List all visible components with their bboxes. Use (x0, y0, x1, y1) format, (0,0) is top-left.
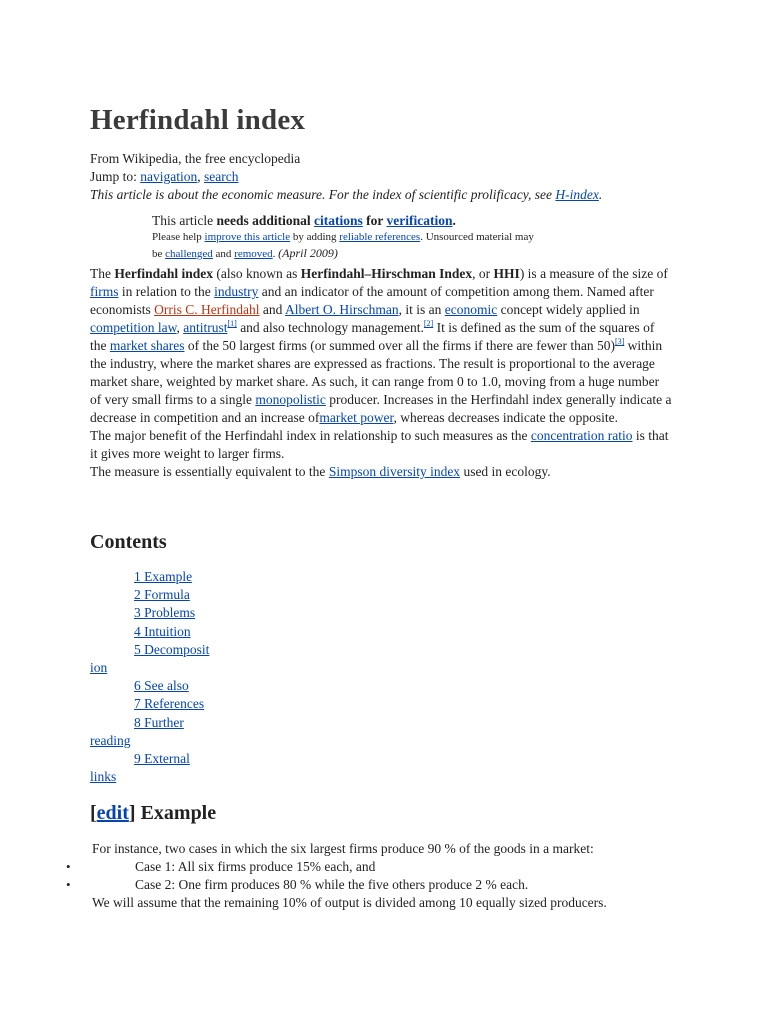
simpson-index-link[interactable]: Simpson diversity index (328, 464, 461, 479)
citations-link[interactable]: citations (314, 213, 363, 228)
notice-date: (April 2009) (278, 246, 338, 260)
notice-headline: This article needs additional citations for verification. (152, 213, 456, 228)
list-item: • Case 2: One firm produces 80 % while the five others produce 2 % each. (66, 877, 529, 892)
intro-paragraph: The Herfindahl index (also known as Herfindahl–Hirschman Index, or HHI) is a measure of the size of firms in relation to the industry and an indicator of the amount of competition among them. Named after economists Orris C. Herfindahl and Albert O. Hirschman, it is an economic concept widely applied in competition law, antitrust[1] and also technology management.[2] It is defined as the sum of the squares of the market shares of the 50 largest firms (or summed over all the firms if there are fewer than 50)[3] within the industry, where the market shares are expressed as fractions. The result is proportional to the average market share, weighted by market share. As such, it can range from 0 to 1.0, moving from a huge number of very small firms to a single monopolistic producer. Increases in the Herfindahl index generally indicate a decrease in competition and an increase ofmarket power, whereas decreases indicate the opposite. (90, 266, 672, 425)
bullet-icon: • (66, 859, 71, 874)
toc-item-decomposition-wrap[interactable]: ion (90, 660, 108, 676)
reference-1-link[interactable]: [1] (227, 319, 237, 328)
reference-2-link[interactable]: [2] (423, 319, 434, 328)
industry-link[interactable]: industry (214, 284, 259, 299)
navigation-link[interactable]: navigation (140, 169, 198, 184)
search-link[interactable]: search (204, 169, 239, 184)
toc-item-see-also[interactable]: 6 See also (134, 678, 189, 694)
toc-item-problems[interactable]: 3 Problems (134, 605, 196, 621)
article-body (90, 265, 672, 481)
monopolistic-link[interactable]: monopolistic (255, 392, 326, 407)
benefit-paragraph: The major benefit of the Herfindahl index in relationship to such measures as the concentration ratio is that it gives more weight to larger firms. (90, 428, 669, 461)
albert-hirschman-link[interactable]: Albert O. Hirschman (284, 302, 399, 317)
toc-item-references[interactable]: 7 References (134, 696, 205, 712)
reference-3-link[interactable]: [3] (614, 337, 625, 346)
hatnote: This article is about the economic measure. For the index of scientific prolificacy, see H-index. (90, 187, 603, 202)
competition-law-link[interactable]: competition law (90, 320, 177, 335)
antitrust-link[interactable]: antitrust (183, 320, 228, 335)
firms-link[interactable]: firms (90, 284, 119, 299)
notice-body: Please help improve this article by adding reliable references. Unsourced material may be challenged and removed. (April 2009) (152, 231, 534, 260)
bullet-icon: • (66, 877, 71, 892)
jump-to: Jump to: navigation, search (90, 169, 239, 184)
site-sub: From Wikipedia, the free encyclopedia (90, 151, 301, 166)
page-title: Herfindahl index (90, 104, 306, 136)
toc-item-further-reading[interactable]: 8 Further (134, 714, 184, 730)
orris-herfindahl-link[interactable]: Orris C. Herfindahl (154, 302, 260, 317)
market-power-link[interactable]: market power (319, 410, 394, 425)
toc-item-external-links[interactable]: 9 External (134, 751, 190, 767)
toc-item-example[interactable]: 1 Example (134, 569, 193, 584)
example-heading: [edit] Example (90, 802, 217, 824)
list-item: • Case 1: All six firms produce 15% each, and (66, 859, 376, 874)
contents-heading: Contents (90, 531, 167, 553)
removed-link[interactable]: removed (234, 248, 273, 260)
article-meta (90, 150, 690, 204)
example-section (66, 840, 712, 912)
toc-item-further-reading-wrap[interactable]: reading (90, 732, 131, 748)
concentration-ratio-link[interactable]: concentration ratio (530, 428, 633, 443)
toc-item-external-links-wrap[interactable]: links (90, 769, 117, 785)
reliable-references-link[interactable]: reliable references (339, 231, 421, 243)
toc-item-formula[interactable]: 2 Formula (134, 587, 190, 603)
verification-link[interactable]: verification (386, 213, 453, 228)
economic-link[interactable]: economic (444, 302, 498, 317)
challenged-link[interactable]: challenged (165, 248, 213, 260)
edit-link[interactable]: edit (96, 802, 129, 824)
toc-item-intuition[interactable]: 4 Intuition (134, 623, 191, 639)
example-assumption: We will assume that the remaining 10% of output is divided among 10 equally sized producers. (92, 895, 607, 910)
table-of-contents (90, 568, 230, 786)
improve-link[interactable]: improve this article (204, 231, 291, 243)
example-intro: For instance, two cases in which the six largest firms produce 90 % of the goods in a market: (92, 841, 594, 856)
market-shares-link[interactable]: market shares (109, 338, 185, 353)
equivalence-paragraph: The measure is essentially equivalent to the Simpson diversity index used in ecology. (90, 464, 551, 479)
citation-notice (152, 213, 632, 262)
h-index-link[interactable]: H-index (555, 187, 599, 202)
toc-item-decomposition[interactable]: 5 Decomposit (134, 641, 210, 657)
